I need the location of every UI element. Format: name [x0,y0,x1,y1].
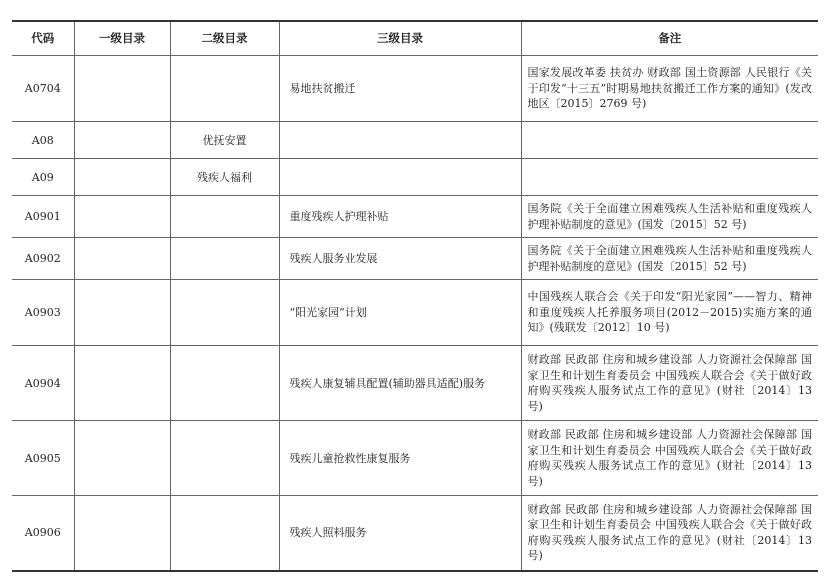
cell-code: A08 [12,122,74,159]
header-row [12,21,818,56]
header-level2: 二级目录 [170,21,279,56]
cell-level3: 重度残疾人护理补贴 [279,196,521,238]
cell-level2 [170,496,279,571]
cell-level3: “阳光家园”计划 [279,280,521,346]
table-row [12,421,818,496]
cell-note: 中国残疾人联合会《关于印发“阳光家园”——智力、精神和重度残疾人托养服务项目(2012－2015)实施方案的通知》(残联发〔2012〕10 号) [521,280,818,346]
cell-level1 [74,56,170,122]
cell-level1 [74,496,170,571]
header-level1: 一级目录 [74,21,170,56]
table-row [12,159,818,196]
cell-level2 [170,238,279,280]
cell-level3: 残疾人照料服务 [279,496,521,571]
table-row [12,122,818,159]
cell-level3: 易地扶贫搬迁 [279,56,521,122]
cell-level3 [279,159,521,196]
table-row [12,280,818,346]
cell-level3 [279,122,521,159]
cell-level1 [74,421,170,496]
cell-code: A0902 [12,238,74,280]
table-header [12,21,818,56]
cell-note [521,122,818,159]
cell-level1 [74,196,170,238]
cell-note [521,159,818,196]
cell-code: A0704 [12,56,74,122]
cell-note: 国家发展改革委 扶贫办 财政部 国土资源部 人民银行《关于印发“十三五”时期易地扶贫搬迁工作方案的通知》(发改地区〔2015〕2769 号) [521,56,818,122]
cell-code: A0903 [12,280,74,346]
table-row [12,196,818,238]
cell-note: 财政部 民政部 住房和城乡建设部 人力资源社会保障部 国家卫生和计划生育委员会 中国残疾人联合会《关于做好政府购买残疾人服务试点工作的意见》(财社〔2014〕13 号) [521,346,818,421]
cell-level2 [170,56,279,122]
header-note: 备注 [521,21,818,56]
cell-level1 [74,122,170,159]
cell-code: A0901 [12,196,74,238]
table-row [12,238,818,280]
cell-level2 [170,280,279,346]
cell-note: 国务院《关于全面建立困难残疾人生活补贴和重度残疾人护理补贴制度的意见》(国发〔2015〕52 号) [521,238,818,280]
cell-level1 [74,280,170,346]
table-row [12,496,818,571]
cell-note: 国务院《关于全面建立困难残疾人生活补贴和重度残疾人护理补贴制度的意见》(国发〔2015〕52 号) [521,196,818,238]
table-row [12,346,818,421]
cell-note: 财政部 民政部 住房和城乡建设部 人力资源社会保障部 国家卫生和计划生育委员会 中国残疾人联合会《关于做好政府购买残疾人服务试点工作的意见》(财社〔2014〕13 号) [521,496,818,571]
cell-note: 财政部 民政部 住房和城乡建设部 人力资源社会保障部 国家卫生和计划生育委员会 中国残疾人联合会《关于做好政府购买残疾人服务试点工作的意见》(财社〔2014〕13 号) [521,421,818,496]
cell-level2 [170,346,279,421]
cell-level3: 残疾人康复辅具配置(辅助器具适配)服务 [279,346,521,421]
cell-level2: 残疾人福利 [170,159,279,196]
cell-level3: 残疾人服务业发展 [279,238,521,280]
cell-level2: 优抚安置 [170,122,279,159]
cell-level2 [170,196,279,238]
header-level3: 三级目录 [279,21,521,56]
cell-level2 [170,421,279,496]
cell-code: A09 [12,159,74,196]
cell-level3: 残疾儿童抢救性康复服务 [279,421,521,496]
header-code: 代码 [12,21,74,56]
cell-level1 [74,238,170,280]
cell-code: A0906 [12,496,74,571]
table-row [12,56,818,122]
catalog-table [12,20,818,572]
cell-level1 [74,159,170,196]
cell-code: A0904 [12,346,74,421]
cell-level1 [74,346,170,421]
table-body [12,56,818,571]
cell-code: A0905 [12,421,74,496]
